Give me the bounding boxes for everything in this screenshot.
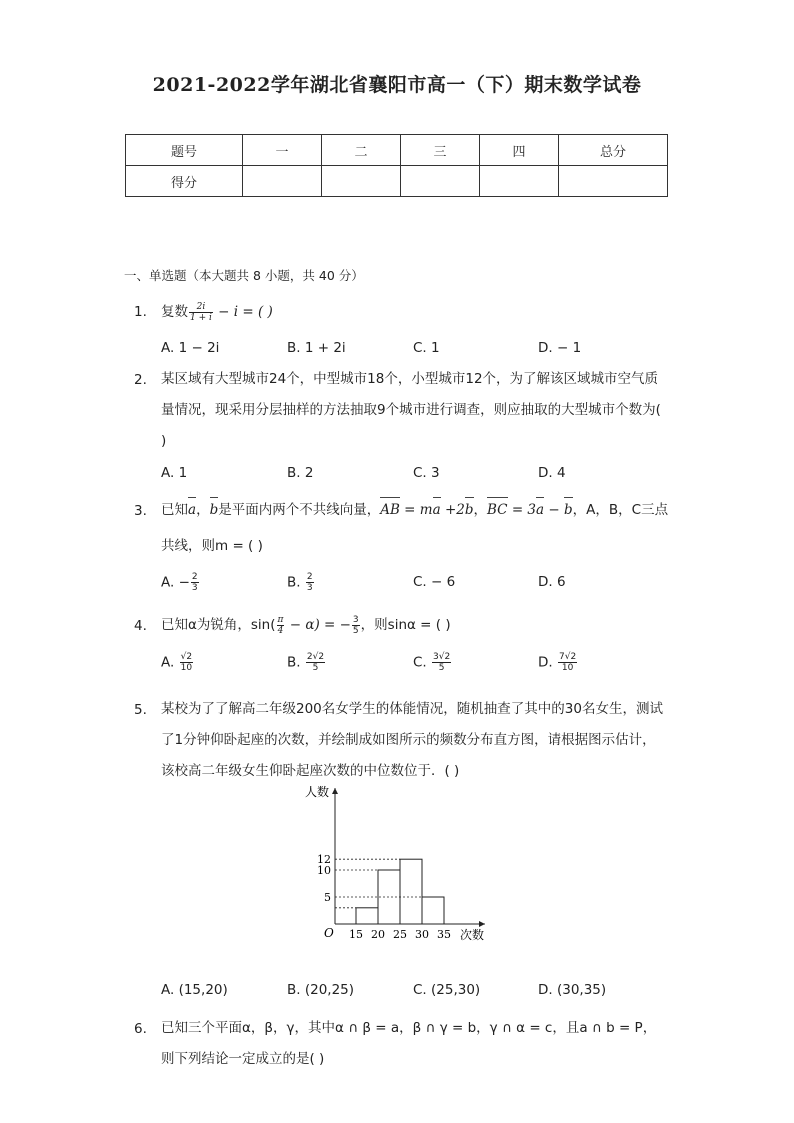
- histogram-chart: [300, 780, 500, 945]
- table-cell: 题号: [126, 135, 243, 166]
- question-number: 5.: [134, 702, 147, 718]
- score-table: [125, 134, 668, 197]
- score-input[interactable]: [559, 166, 668, 197]
- origin-label: O: [324, 926, 334, 940]
- option-b[interactable]: B. $\frac{2}{3}$: [287, 572, 313, 593]
- option-d[interactable]: D. $\frac{7√2}{10}$: [538, 652, 577, 673]
- option-c[interactable]: C. 3: [413, 465, 440, 481]
- x-tick-label: 25: [393, 928, 407, 941]
- option-b[interactable]: B. (20,25): [287, 982, 355, 998]
- x-tick-label: 30: [415, 928, 429, 941]
- score-input[interactable]: [480, 166, 559, 197]
- option-c[interactable]: C. (25,30): [413, 982, 481, 998]
- section-heading: 一、单选题（本大题共 8 小题，共 40 分）: [124, 268, 364, 283]
- option-b[interactable]: B. 2: [287, 465, 314, 481]
- option-d[interactable]: D. (30,35): [538, 982, 607, 998]
- table-cell: 一: [243, 135, 322, 166]
- fraction: $\frac{2√2}{5}$: [306, 652, 325, 673]
- page-title: 2021-2022学年湖北省襄阳市高一（下）期末数学试卷: [152, 74, 642, 96]
- y-tick-label: 5: [324, 891, 331, 904]
- x-tick-label: 15: [349, 928, 363, 941]
- fraction: $\frac{2i}{1 + i}$: [190, 301, 212, 323]
- option-a[interactable]: A. 1: [161, 465, 188, 481]
- question-1: [161, 297, 666, 328]
- x-axis-label: 次数: [460, 928, 485, 942]
- table-cell: 二: [322, 135, 401, 166]
- score-input[interactable]: [243, 166, 322, 197]
- option-c[interactable]: C. − 6: [413, 574, 456, 590]
- question-6: 已知三个平面α，β，γ，其中α ∩ β = a，β ∩ γ = b，γ ∩ α = c，且a ∩ b = P，则下列结论一定成立的是( ): [161, 1020, 657, 1067]
- histogram-bar: [356, 908, 378, 924]
- table-row: [126, 166, 668, 197]
- question-3: 已知a，b是平面内两个不共线向量，AB = ma +2b，BC = 3a − b，A，B，C三点: [161, 495, 666, 526]
- question-number: 3.: [134, 503, 147, 519]
- option-a[interactable]: A. $\frac{√2}{10}$: [161, 652, 193, 673]
- table-cell: 四: [480, 135, 559, 166]
- histogram-bar: [400, 859, 422, 924]
- table-cell: 三: [401, 135, 480, 166]
- question-number: 4.: [134, 618, 147, 634]
- table-row: [126, 135, 668, 166]
- question-4: 已知α为锐角，sin( $\frac{\pi}{4}$ − α) = − $\frac{3}{5}$ ，则sinα = ( ): [161, 614, 451, 636]
- option-c[interactable]: C. 1: [413, 340, 440, 356]
- option-d[interactable]: D. 6: [538, 574, 566, 590]
- table-cell: 得分: [126, 166, 243, 197]
- question-number: 1.: [134, 304, 147, 320]
- option-a[interactable]: A. 1 − 2i: [161, 340, 220, 356]
- fraction: $\frac{3√2}{5}$: [433, 652, 451, 673]
- question-5: 某校为了了解高二年级200名女学生的体能情况，随机抽查了其中的30名女生，测试了1分钟仰卧起座的次数，并绘制成如图所示的频数分布直方图，请根据图示估计，该校高二年级女生仰卧起座次数的中位数位于．( ): [161, 701, 663, 779]
- option-c[interactable]: C. $\frac{3√2}{5}$: [413, 652, 451, 673]
- q-text: 复数: [161, 304, 188, 320]
- option-b[interactable]: B. $\frac{2√2}{5}$: [287, 652, 325, 673]
- option-d[interactable]: D. − 1: [538, 340, 582, 356]
- fraction: $\frac{3}{5}$: [352, 614, 359, 636]
- x-tick-label: 20: [371, 928, 385, 941]
- y-axis-label: 人数: [305, 785, 330, 799]
- fraction: $\frac{√2}{10}$: [180, 652, 193, 673]
- q-text: − i = ( ): [213, 304, 273, 320]
- question-number: 2.: [134, 372, 147, 388]
- option-d[interactable]: D. 4: [538, 465, 566, 481]
- score-input[interactable]: [322, 166, 401, 197]
- fraction: $\frac{\pi}{4}$: [277, 614, 284, 636]
- x-tick-label: 35: [437, 928, 451, 941]
- table-cell: 总分: [559, 135, 668, 166]
- question-3-line2: 共线，则m = ( ): [161, 538, 263, 554]
- question-2: 某区域有大型城市24个，中型城市18个，小型城市12个，为了解该区域城市空气质量情况，现采用分层抽样的方法抽取9个城市进行调查，则应抽取的大型城市个数为( ): [161, 371, 661, 449]
- histogram-bar: [422, 897, 444, 924]
- fraction: $\frac{2}{3}$: [306, 572, 313, 593]
- y-tick-label: 10: [317, 864, 331, 877]
- fraction: $\frac{7√2}{10}$: [558, 652, 577, 673]
- fraction: $\frac{2}{3}$: [191, 572, 198, 593]
- option-b[interactable]: B. 1 + 2i: [287, 340, 346, 356]
- option-a[interactable]: A. (15,20): [161, 982, 228, 998]
- score-input[interactable]: [401, 166, 480, 197]
- option-a[interactable]: A. − $\frac{2}{3}$: [161, 572, 198, 593]
- y-tick-label: 12: [317, 853, 331, 867]
- question-number: 6.: [134, 1021, 147, 1037]
